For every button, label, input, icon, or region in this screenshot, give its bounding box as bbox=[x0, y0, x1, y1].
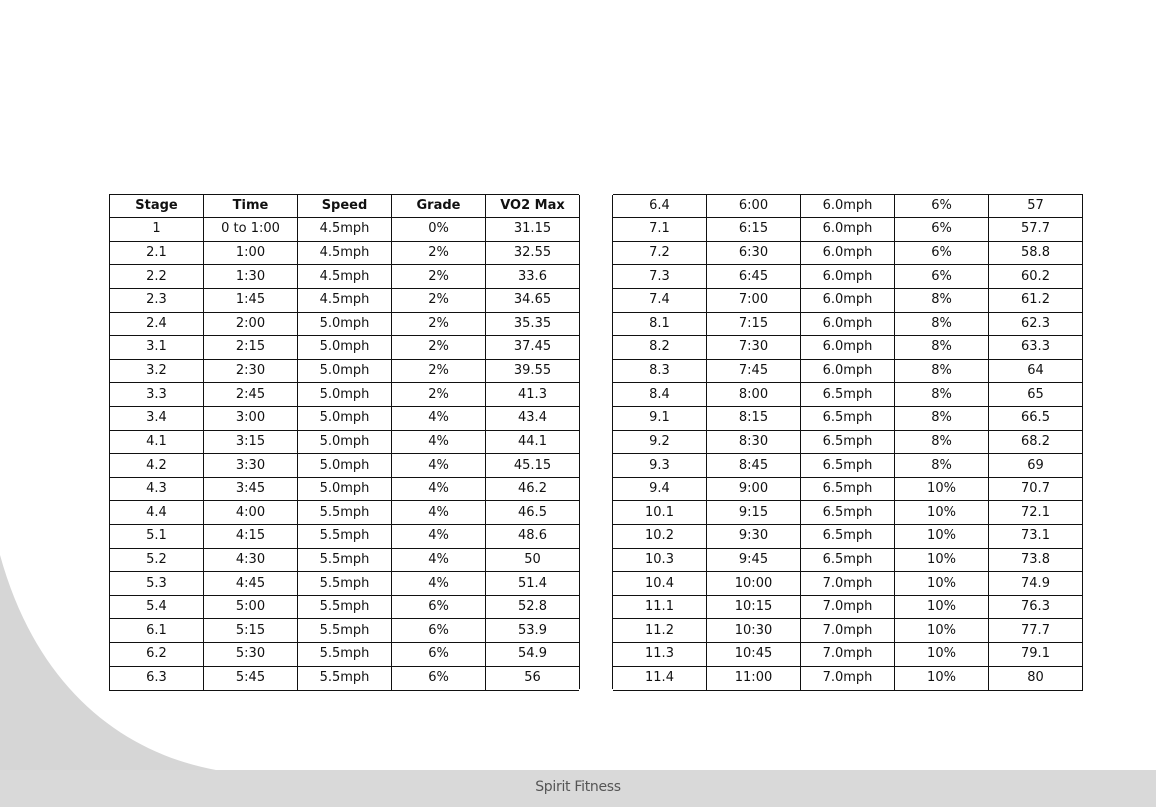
table-row bbox=[110, 643, 1083, 667]
table-cell-stage: 10.4 bbox=[613, 572, 707, 596]
table-cell-vo2max: 62.3 bbox=[989, 312, 1083, 336]
table-gap bbox=[580, 336, 613, 360]
table-cell-time: 9:15 bbox=[707, 501, 801, 525]
table-cell-time: 6:15 bbox=[707, 218, 801, 242]
table-cell-vo2max: 35.35 bbox=[486, 312, 580, 336]
table-cell-time: 4:00 bbox=[204, 501, 298, 525]
table-cell-grade: 10% bbox=[895, 501, 989, 525]
table-cell-stage: 5.1 bbox=[110, 525, 204, 549]
table-row bbox=[110, 525, 1083, 549]
table-cell-vo2max: 45.15 bbox=[486, 454, 580, 478]
table-cell-vo2max: 63.3 bbox=[989, 336, 1083, 360]
stage-table bbox=[109, 193, 1083, 691]
table-cell-vo2max: 57 bbox=[989, 194, 1083, 218]
table-cell-stage: 8.2 bbox=[613, 336, 707, 360]
table-gap bbox=[580, 288, 613, 312]
table-cell-speed: 5.5mph bbox=[298, 666, 392, 690]
table-row bbox=[110, 288, 1083, 312]
table-cell-stage: 1 bbox=[110, 218, 204, 242]
table-cell-vo2max: 52.8 bbox=[486, 595, 580, 619]
table-cell-time: 4:45 bbox=[204, 572, 298, 596]
table-cell-vo2max: 72.1 bbox=[989, 501, 1083, 525]
table-cell-grade: 10% bbox=[895, 525, 989, 549]
table-cell-grade: 8% bbox=[895, 359, 989, 383]
table-cell-time: 3:15 bbox=[204, 430, 298, 454]
table-cell-vo2max: 79.1 bbox=[989, 643, 1083, 667]
table-cell-vo2max: 57.7 bbox=[989, 218, 1083, 242]
table-cell-stage: 4.3 bbox=[110, 477, 204, 501]
table-gap bbox=[580, 619, 613, 643]
table-cell-vo2max: 48.6 bbox=[486, 525, 580, 549]
table-cell-speed: 4.5mph bbox=[298, 218, 392, 242]
table-cell-stage: 7.3 bbox=[613, 265, 707, 289]
table-cell-vo2max: 41.3 bbox=[486, 383, 580, 407]
table-cell-time: 1:30 bbox=[204, 265, 298, 289]
table-cell-grade: 4% bbox=[392, 572, 486, 596]
table-cell-stage: 2.4 bbox=[110, 312, 204, 336]
table-cell-stage: 2.2 bbox=[110, 265, 204, 289]
table-cell-stage: 6.2 bbox=[110, 643, 204, 667]
table-cell-vo2max: 43.4 bbox=[486, 406, 580, 430]
table-cell-speed: 6.0mph bbox=[801, 265, 895, 289]
table-row bbox=[110, 406, 1083, 430]
table-cell-speed: 6.0mph bbox=[801, 241, 895, 265]
table-cell-stage: 10.3 bbox=[613, 548, 707, 572]
table-cell-time: 9:45 bbox=[707, 548, 801, 572]
table-cell-grade: 2% bbox=[392, 288, 486, 312]
table-cell-stage: 9.2 bbox=[613, 430, 707, 454]
table-cell-time: 5:00 bbox=[204, 595, 298, 619]
table-cell-vo2max: 64 bbox=[989, 359, 1083, 383]
table-cell-grade: 4% bbox=[392, 501, 486, 525]
table-cell-speed: 5.0mph bbox=[298, 383, 392, 407]
table-gap bbox=[580, 525, 613, 549]
table-cell-speed: 5.5mph bbox=[298, 595, 392, 619]
table-cell-time: 7:00 bbox=[707, 288, 801, 312]
table-cell-speed: 5.0mph bbox=[298, 454, 392, 478]
table-cell-stage: 8.4 bbox=[613, 383, 707, 407]
table-cell-speed: 7.0mph bbox=[801, 619, 895, 643]
table-cell-grade: 2% bbox=[392, 336, 486, 360]
table-cell-vo2max: 74.9 bbox=[989, 572, 1083, 596]
table-cell-time: 5:30 bbox=[204, 643, 298, 667]
table-row bbox=[110, 548, 1083, 572]
table-cell-time: 4:30 bbox=[204, 548, 298, 572]
table-cell-time: 3:00 bbox=[204, 406, 298, 430]
table-cell-vo2max: 70.7 bbox=[989, 477, 1083, 501]
table-gap bbox=[580, 548, 613, 572]
table-cell-grade: 6% bbox=[895, 265, 989, 289]
table-gap bbox=[580, 359, 613, 383]
table-cell-time: 2:30 bbox=[204, 359, 298, 383]
table-row bbox=[110, 477, 1083, 501]
table-cell-stage: 9.4 bbox=[613, 477, 707, 501]
table-cell-grade: 10% bbox=[895, 477, 989, 501]
table-cell-time: 9:30 bbox=[707, 525, 801, 549]
table-cell-stage: 6.3 bbox=[110, 666, 204, 690]
table-cell-vo2max: 44.1 bbox=[486, 430, 580, 454]
table-cell-speed: 6.0mph bbox=[801, 194, 895, 218]
table-cell-speed: 7.0mph bbox=[801, 666, 895, 690]
table-cell-stage: 8.1 bbox=[613, 312, 707, 336]
table-cell-grade: 4% bbox=[392, 477, 486, 501]
table-cell-stage: 5.3 bbox=[110, 572, 204, 596]
table-row bbox=[110, 572, 1083, 596]
table-cell-vo2max: 33.6 bbox=[486, 265, 580, 289]
table-cell-stage: 8.3 bbox=[613, 359, 707, 383]
table-cell-grade: 4% bbox=[392, 406, 486, 430]
table-cell-grade: 10% bbox=[895, 595, 989, 619]
table-cell-grade: 8% bbox=[895, 430, 989, 454]
table-cell-grade: 4% bbox=[392, 548, 486, 572]
table-cell-stage: 2.3 bbox=[110, 288, 204, 312]
column-header-vo2max: VO2 Max bbox=[486, 194, 580, 218]
table-gap bbox=[580, 666, 613, 690]
table-cell-time: 2:15 bbox=[204, 336, 298, 360]
table-cell-stage: 11.3 bbox=[613, 643, 707, 667]
table-cell-vo2max: 58.8 bbox=[989, 241, 1083, 265]
table-cell-vo2max: 46.5 bbox=[486, 501, 580, 525]
table-cell-stage: 10.1 bbox=[613, 501, 707, 525]
table-gap bbox=[580, 241, 613, 265]
table-cell-speed: 5.5mph bbox=[298, 572, 392, 596]
table-cell-vo2max: 60.2 bbox=[989, 265, 1083, 289]
table-cell-speed: 5.0mph bbox=[298, 336, 392, 360]
table-cell-vo2max: 51.4 bbox=[486, 572, 580, 596]
table-cell-speed: 6.5mph bbox=[801, 454, 895, 478]
table-cell-speed: 5.0mph bbox=[298, 477, 392, 501]
table-cell-grade: 0% bbox=[392, 218, 486, 242]
table-cell-vo2max: 80 bbox=[989, 666, 1083, 690]
table-cell-speed: 6.5mph bbox=[801, 477, 895, 501]
table-cell-speed: 6.5mph bbox=[801, 501, 895, 525]
table-cell-grade: 2% bbox=[392, 359, 486, 383]
table-cell-vo2max: 53.9 bbox=[486, 619, 580, 643]
table-cell-grade: 10% bbox=[895, 619, 989, 643]
table-cell-speed: 5.0mph bbox=[298, 359, 392, 383]
table-cell-grade: 6% bbox=[392, 666, 486, 690]
table-cell-stage: 5.4 bbox=[110, 595, 204, 619]
table-gap bbox=[580, 430, 613, 454]
table-row bbox=[110, 241, 1083, 265]
table-cell-grade: 2% bbox=[392, 312, 486, 336]
table-cell-stage: 4.2 bbox=[110, 454, 204, 478]
table-cell-grade: 2% bbox=[392, 383, 486, 407]
table-gap bbox=[580, 454, 613, 478]
table-cell-time: 10:45 bbox=[707, 643, 801, 667]
table-cell-grade: 10% bbox=[895, 548, 989, 572]
table-cell-vo2max: 61.2 bbox=[989, 288, 1083, 312]
table-cell-time: 11:00 bbox=[707, 666, 801, 690]
table-row bbox=[110, 501, 1083, 525]
table-cell-speed: 5.0mph bbox=[298, 406, 392, 430]
table-cell-stage: 11.1 bbox=[613, 595, 707, 619]
footer-brand: Spirit Fitness bbox=[535, 779, 621, 795]
table-cell-stage: 2.1 bbox=[110, 241, 204, 265]
table-cell-vo2max: 66.5 bbox=[989, 406, 1083, 430]
table-row bbox=[110, 265, 1083, 289]
table-row bbox=[110, 336, 1083, 360]
table-cell-time: 7:30 bbox=[707, 336, 801, 360]
table-cell-grade: 10% bbox=[895, 572, 989, 596]
table-cell-stage: 5.2 bbox=[110, 548, 204, 572]
table-cell-stage: 3.4 bbox=[110, 406, 204, 430]
table-row bbox=[110, 619, 1083, 643]
column-header-speed: Speed bbox=[298, 194, 392, 218]
table-cell-vo2max: 32.55 bbox=[486, 241, 580, 265]
table-gap bbox=[580, 265, 613, 289]
table-cell-vo2max: 73.8 bbox=[989, 548, 1083, 572]
table-cell-stage: 4.1 bbox=[110, 430, 204, 454]
table-cell-stage: 3.2 bbox=[110, 359, 204, 383]
table-cell-vo2max: 69 bbox=[989, 454, 1083, 478]
table-cell-time: 6:30 bbox=[707, 241, 801, 265]
table-cell-speed: 5.0mph bbox=[298, 312, 392, 336]
table-cell-speed: 6.5mph bbox=[801, 525, 895, 549]
column-header-time: Time bbox=[204, 194, 298, 218]
table-cell-speed: 5.5mph bbox=[298, 619, 392, 643]
table-cell-speed: 6.0mph bbox=[801, 336, 895, 360]
table-cell-vo2max: 73.1 bbox=[989, 525, 1083, 549]
table-cell-speed: 5.0mph bbox=[298, 430, 392, 454]
table-cell-grade: 6% bbox=[895, 218, 989, 242]
table-row bbox=[110, 359, 1083, 383]
table-cell-stage: 10.2 bbox=[613, 525, 707, 549]
table-cell-grade: 2% bbox=[392, 265, 486, 289]
table-cell-stage: 3.3 bbox=[110, 383, 204, 407]
table-cell-time: 10:00 bbox=[707, 572, 801, 596]
table-cell-stage: 7.1 bbox=[613, 218, 707, 242]
table-cell-vo2max: 77.7 bbox=[989, 619, 1083, 643]
table-cell-speed: 4.5mph bbox=[298, 265, 392, 289]
table-cell-stage: 7.4 bbox=[613, 288, 707, 312]
table-cell-grade: 8% bbox=[895, 288, 989, 312]
table-gap bbox=[580, 501, 613, 525]
table-cell-time: 3:45 bbox=[204, 477, 298, 501]
table-row bbox=[110, 312, 1083, 336]
table-cell-grade: 4% bbox=[392, 454, 486, 478]
column-header-stage: Stage bbox=[110, 194, 204, 218]
table-cell-stage: 6.4 bbox=[613, 194, 707, 218]
table-cell-time: 2:45 bbox=[204, 383, 298, 407]
table-row bbox=[110, 454, 1083, 478]
table-cell-time: 8:00 bbox=[707, 383, 801, 407]
table-gap bbox=[580, 595, 613, 619]
table-cell-grade: 4% bbox=[392, 525, 486, 549]
table-row bbox=[110, 666, 1083, 690]
table-cell-vo2max: 39.55 bbox=[486, 359, 580, 383]
table-cell-speed: 5.5mph bbox=[298, 501, 392, 525]
table-cell-speed: 7.0mph bbox=[801, 643, 895, 667]
table-cell-grade: 6% bbox=[392, 595, 486, 619]
column-header-grade: Grade bbox=[392, 194, 486, 218]
table-cell-speed: 7.0mph bbox=[801, 595, 895, 619]
table-row bbox=[110, 194, 1083, 218]
table-gap bbox=[580, 383, 613, 407]
table-cell-stage: 9.3 bbox=[613, 454, 707, 478]
table-gap bbox=[580, 312, 613, 336]
table-cell-time: 8:45 bbox=[707, 454, 801, 478]
table-cell-grade: 8% bbox=[895, 383, 989, 407]
table-cell-stage: 7.2 bbox=[613, 241, 707, 265]
table-cell-vo2max: 76.3 bbox=[989, 595, 1083, 619]
table-cell-stage: 11.4 bbox=[613, 666, 707, 690]
table-cell-time: 5:45 bbox=[204, 666, 298, 690]
table-cell-grade: 8% bbox=[895, 336, 989, 360]
table-gap bbox=[580, 643, 613, 667]
table-cell-speed: 6.0mph bbox=[801, 312, 895, 336]
table-cell-grade: 6% bbox=[392, 619, 486, 643]
table-cell-time: 6:00 bbox=[707, 194, 801, 218]
table-cell-time: 6:45 bbox=[707, 265, 801, 289]
table-cell-grade: 4% bbox=[392, 430, 486, 454]
table-cell-speed: 6.5mph bbox=[801, 430, 895, 454]
table-row bbox=[110, 595, 1083, 619]
table-cell-grade: 8% bbox=[895, 454, 989, 478]
table-gap bbox=[580, 194, 613, 218]
table-cell-grade: 6% bbox=[895, 194, 989, 218]
table-cell-time: 9:00 bbox=[707, 477, 801, 501]
table-gap bbox=[580, 406, 613, 430]
table-row bbox=[110, 383, 1083, 407]
table-cell-grade: 8% bbox=[895, 312, 989, 336]
table-cell-speed: 5.5mph bbox=[298, 548, 392, 572]
table-gap bbox=[580, 572, 613, 596]
table-cell-time: 4:15 bbox=[204, 525, 298, 549]
table-gap bbox=[580, 218, 613, 242]
table-cell-speed: 5.5mph bbox=[298, 643, 392, 667]
table-cell-time: 1:45 bbox=[204, 288, 298, 312]
table-cell-time: 5:15 bbox=[204, 619, 298, 643]
table-cell-time: 7:45 bbox=[707, 359, 801, 383]
table-cell-time: 10:15 bbox=[707, 595, 801, 619]
table-cell-grade: 2% bbox=[392, 241, 486, 265]
table-cell-time: 3:30 bbox=[204, 454, 298, 478]
table-cell-vo2max: 37.45 bbox=[486, 336, 580, 360]
table-cell-stage: 3.1 bbox=[110, 336, 204, 360]
table-cell-vo2max: 54.9 bbox=[486, 643, 580, 667]
table-cell-grade: 8% bbox=[895, 406, 989, 430]
table-cell-speed: 7.0mph bbox=[801, 572, 895, 596]
table-cell-time: 8:15 bbox=[707, 406, 801, 430]
table-cell-speed: 6.5mph bbox=[801, 406, 895, 430]
table-cell-speed: 4.5mph bbox=[298, 241, 392, 265]
table-cell-stage: 6.1 bbox=[110, 619, 204, 643]
table-cell-speed: 6.0mph bbox=[801, 359, 895, 383]
table-cell-vo2max: 50 bbox=[486, 548, 580, 572]
table-cell-grade: 6% bbox=[392, 643, 486, 667]
table-cell-vo2max: 46.2 bbox=[486, 477, 580, 501]
table-cell-speed: 6.0mph bbox=[801, 218, 895, 242]
table-cell-time: 10:30 bbox=[707, 619, 801, 643]
table-cell-time: 7:15 bbox=[707, 312, 801, 336]
table-cell-time: 8:30 bbox=[707, 430, 801, 454]
table-cell-time: 1:00 bbox=[204, 241, 298, 265]
table-cell-speed: 5.5mph bbox=[298, 525, 392, 549]
table-cell-vo2max: 34.65 bbox=[486, 288, 580, 312]
table-cell-time: 0 to 1:00 bbox=[204, 218, 298, 242]
table-row bbox=[110, 218, 1083, 242]
table-cell-vo2max: 68.2 bbox=[989, 430, 1083, 454]
table-cell-vo2max: 65 bbox=[989, 383, 1083, 407]
table-row bbox=[110, 430, 1083, 454]
table-cell-stage: 9.1 bbox=[613, 406, 707, 430]
table-cell-speed: 6.5mph bbox=[801, 548, 895, 572]
table-cell-stage: 11.2 bbox=[613, 619, 707, 643]
table-cell-speed: 6.5mph bbox=[801, 383, 895, 407]
table-cell-speed: 6.0mph bbox=[801, 288, 895, 312]
table-cell-speed: 4.5mph bbox=[298, 288, 392, 312]
table-cell-grade: 10% bbox=[895, 643, 989, 667]
table-cell-vo2max: 31.15 bbox=[486, 218, 580, 242]
table-gap bbox=[580, 477, 613, 501]
table-cell-stage: 4.4 bbox=[110, 501, 204, 525]
table-cell-grade: 6% bbox=[895, 241, 989, 265]
table-cell-vo2max: 56 bbox=[486, 666, 580, 690]
table-cell-time: 2:00 bbox=[204, 312, 298, 336]
table-cell-grade: 10% bbox=[895, 666, 989, 690]
